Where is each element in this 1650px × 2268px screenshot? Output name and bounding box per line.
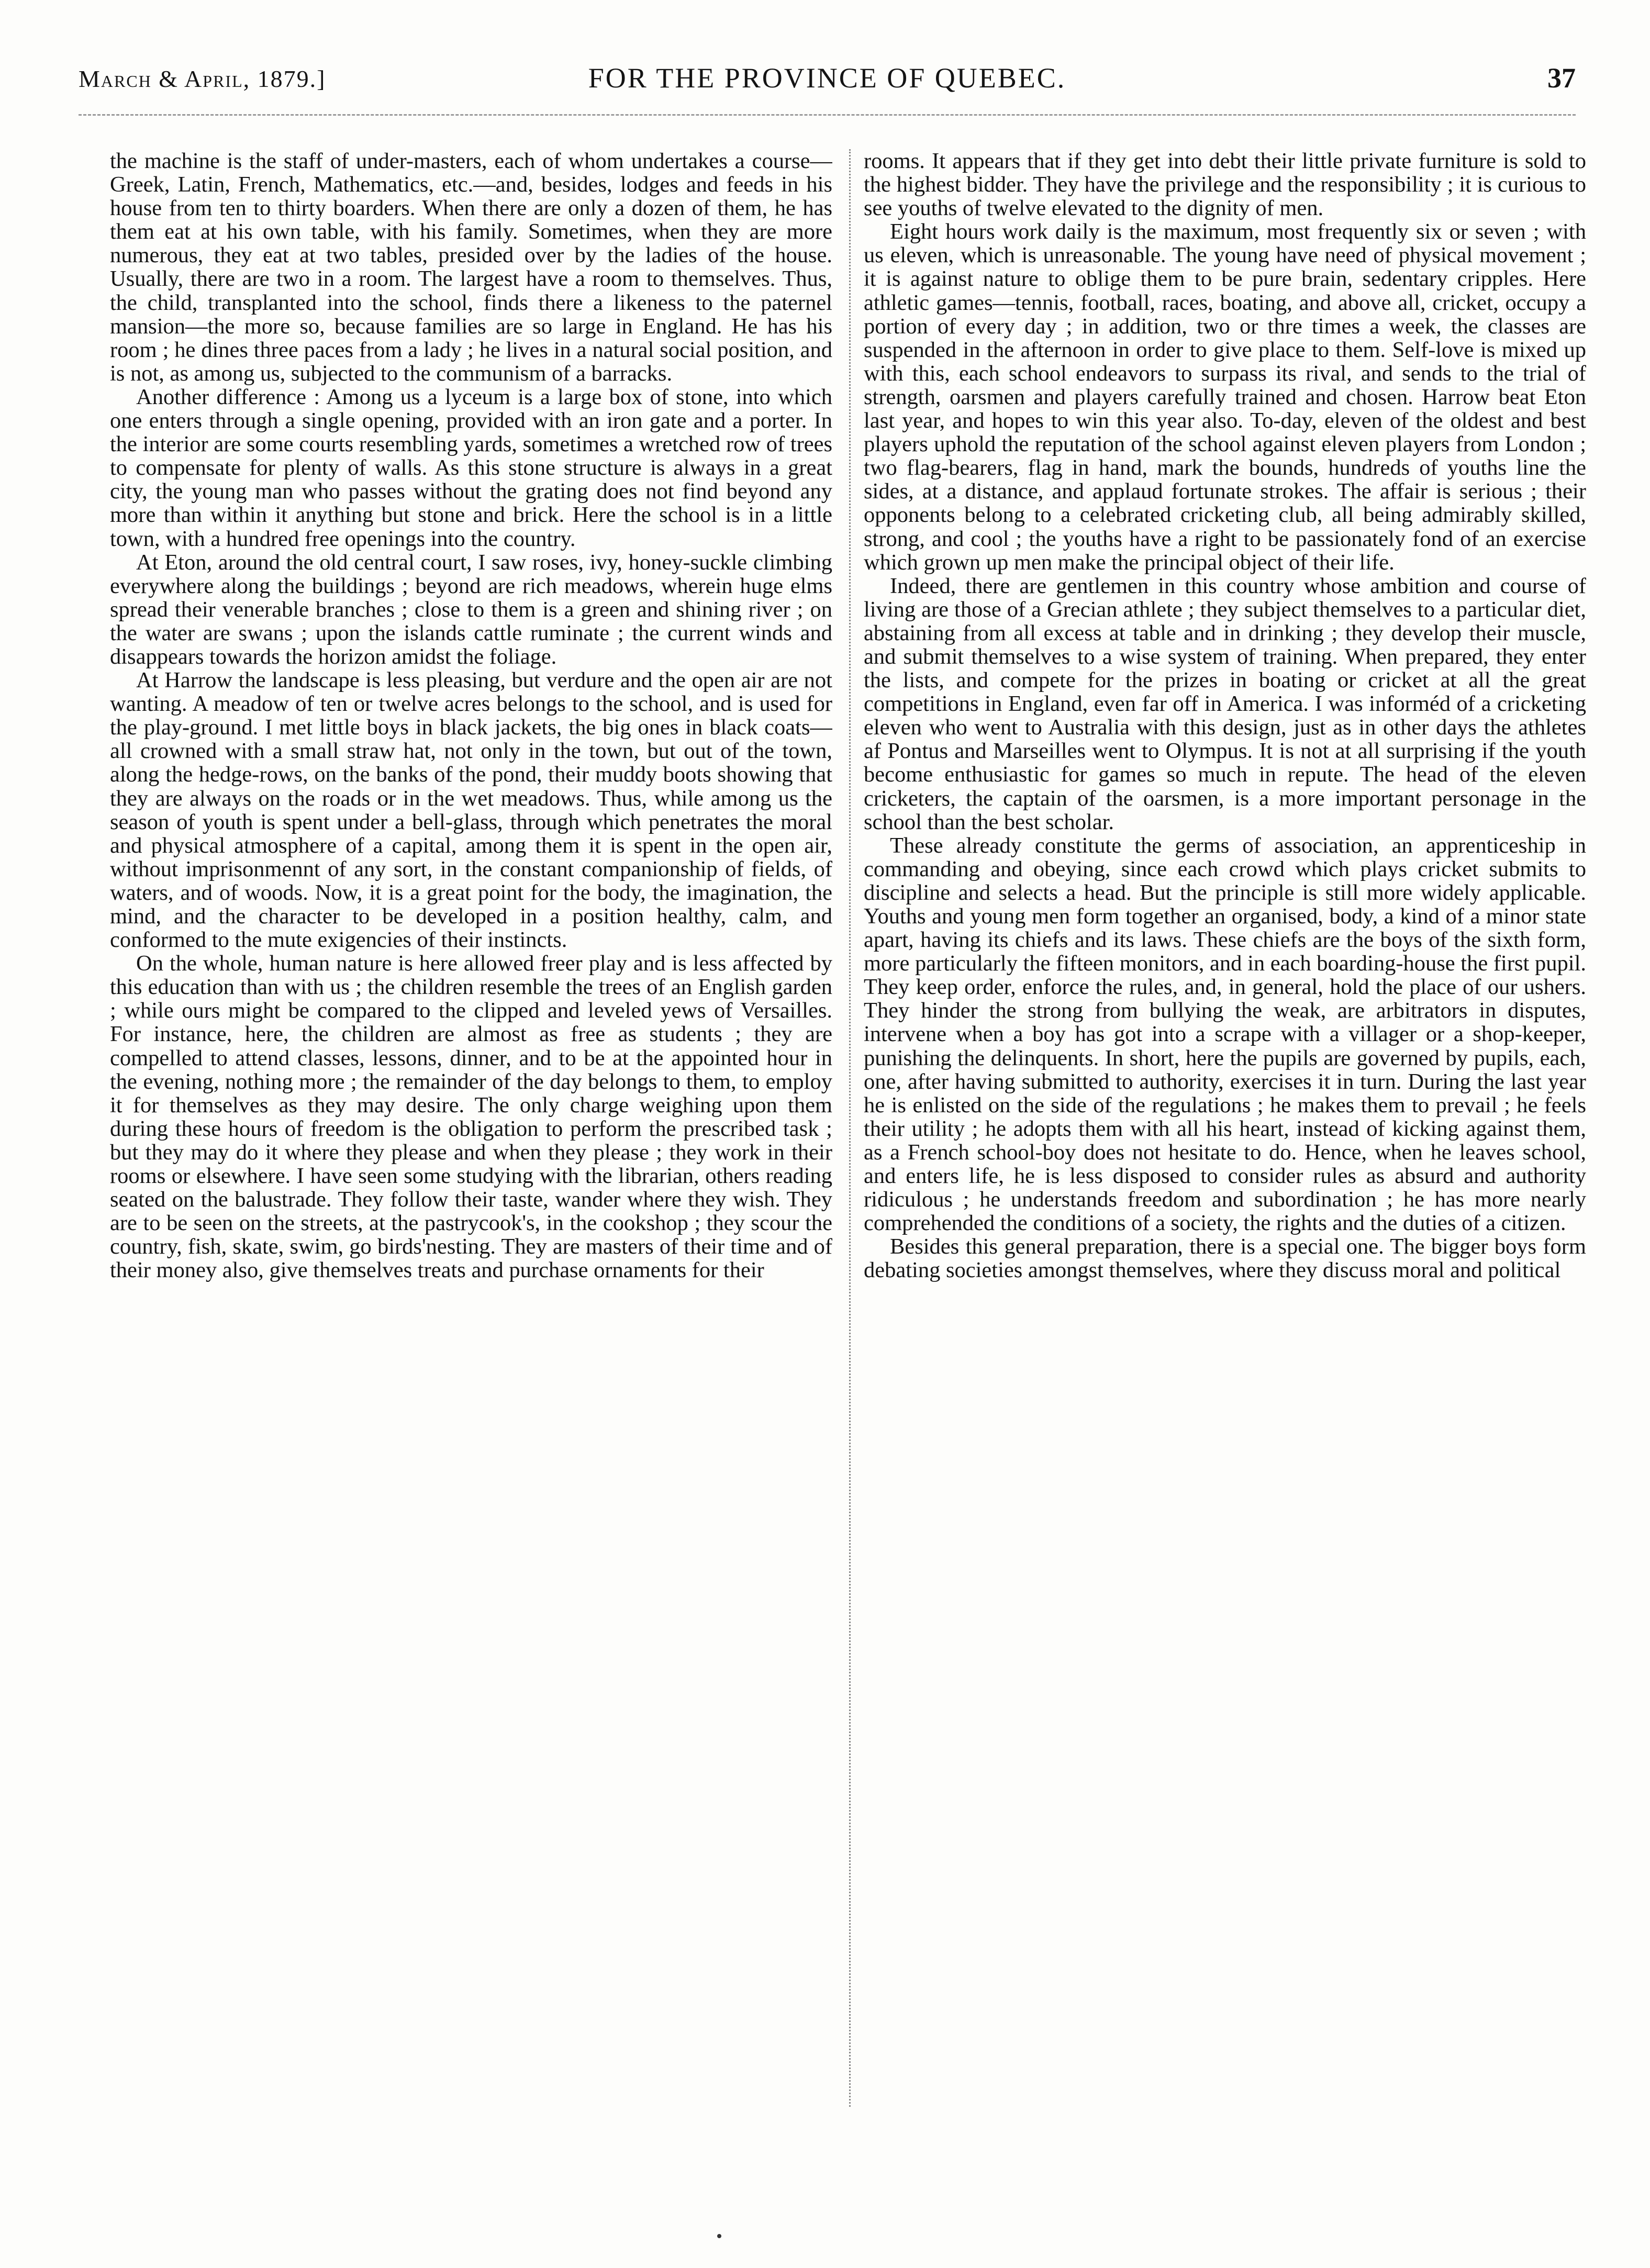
page-number: 37 — [1547, 62, 1576, 94]
paragraph: At Harrow the landscape is less pleasing, but verdure and the open air are not wanting. A meadow of ten or twelve acres belongs to the school, and is used for the play-ground. I met little boys in black jackets, the big ones in black coats—all crowned with a small straw hat, not only in the town, but out of the town, along the hedge-rows, on the banks of the pond, their muddy boots showing that they are always on the roads or in the wet meadows. Thus, while among us the season of youth is spent under a bell-glass, through which penetrates the moral and physical atmosphere of a capital, among them it is spent in the open air, without imprisonmennt of any sort, in the constant companionship of fields, of waters, and of woods. Now, it is a great point for the body, the imagination, the mind, and the character to be developed in a position healthy, calm, and conformed to the mute exigencies of their instincts. — [110, 668, 832, 953]
left-column — [110, 149, 832, 2107]
column-divider — [849, 149, 851, 2107]
right-column — [864, 149, 1586, 2107]
paragraph: the machine is the staff of under-masters, each of whom undertakes a course—Greek, Latin, French, Mathematics, etc.—and, besides, lodges and feeds in his house from ten to thirty boarders. When there are only a dozen of them, he has them eat at his own table, with his family. Sometimes, when they are more numerous, they eat at two tables, presided over by the ladies of the house. Usually, there are two in a room. The largest have a room to themselves. Thus, the child, transplanted into the school, finds there a likeness to the paternel mansion—the more so, because families are so large in England. He has his room ; he dines three paces from a lady ; he lives in a natural social position, and is not, as among us, subjected to the communism of a barracks. — [110, 149, 832, 386]
paragraph: Another difference : Among us a lyceum is a large box of stone, into which one enters through a single opening, provided with an iron gate and a porter. In the interior are some courts resembling yards, sometimes a wretched row of trees to compensate for plenty of walls. As this stone structure is always in a great city, the young man who passes without the grating does not find beyond any more than within it anything but stone and brick. Here the school is in a little town, with a hundred free openings into the country. — [110, 384, 832, 551]
paragraph: At Eton, around the old central court, I saw roses, ivy, honey-suckle climbing everywhere along the buildings ; beyond are rich meadows, wherein huge elms spread their venerable branches ; close to them is a green and shining river ; on the water are swans ; upon the islands cattle ruminate ; the current winds and disappears towards the horizon amidst the foliage. — [110, 550, 832, 669]
running-header — [79, 58, 1576, 110]
paragraph: On the whole, human nature is here allowed freer play and is less affected by this education than with us ; the children resemble the trees of an English garden ; while ours might be compared to the clipped and leveled yews of Versailles. For instance, here, the children are almost as free as students ; they are compelled to attend classes, lessons, dinner, and to be at the appointed hour in the evening, nothing more ; the remainder of the day belongs to them, to employ it for themselves as they may desire. The only charge weighing upon them during these hours of freedom is the obligation to perform the prescribed task ; but they may do it where they please and when they please ; they work in their rooms or elsewhere. I have seen some studying with the librarian, others reading seated on the balustrade. They follow their taste, wander where they wish. They are to be seen on the streets, at the pastrycook's, in the cookshop ; they scour the country, fish, skate, swim, go birds'nesting. They are masters of their time and of their money also, give themselves treats and purchase ornaments for their — [110, 951, 832, 1283]
paragraph: rooms. It appears that if they get into debt their little private furniture is sold to the highest bidder. They have the privilege and the responsibility ; it is curious to see youths of twelve elevated to the dignity of men. — [864, 149, 1586, 221]
header-rule — [79, 114, 1576, 116]
paragraph: Eight hours work daily is the maximum, most frequently six or seven ; with us eleven, which is unreasonable. The young have need of physical movement ; it is against nature to oblige them to be pure brain, sedentary cripples. Here athletic games—tennis, football, races, boating, and above all, cricket, occupy a portion of every day ; in addition, two or thre times a week, the classes are suspended in the afternoon in order to give place to them. Self-love is mixed up with this, each school endeavors to surpass its rival, and sends to the trial of strength, oarsmen and players carefully trained and chosen. Harrow beat Eton last year, and hopes to win this year also. To-day, eleven of the oldest and best players uphold the reputation of the school against eleven players from London ; two flag-bearers, flag in hand, mark the bounds, hundreds of youths line the sides, at a distance, and applaud fortunate strokes. The affair is serious ; their opponents belong to a celebrated cricketing club, all being admirably skilled, strong, and cool ; the youths have a right to be passionately fond of an exercise which grown up men make the principal object of their life. — [864, 219, 1586, 575]
issue-date: March & April, 1879.] — [79, 65, 326, 92]
paragraph: Besides this general preparation, there is a special one. The bigger boys form debating societies amongst themselves, where they discuss moral and political — [864, 1234, 1586, 1283]
paragraph: These already constitute the germs of association, an apprenticeship in commanding and obeying, since each crowd which plays cricket submits to discipline and selects a head. But the principle is still more widely applicable. Youths and young men form together an organised, body, a kind of a minor state apart, having its chiefs and its laws. These chiefs are the boys of the sixth form, more particularly the fifteen monitors, and in each boarding-house the first pupil. They keep order, enforce the rules, and, in general, hold the place of our ushers. They hinder the strong from bullying the weak, are arbitrators in disputes, intervene when a boy has got into a scrape with a villager or a shop-keeper, punishing the delinquents. In short, here the pupils are governed by pupils, each, one, after having submitted to authority, exercises it in turn. During the last year he is enlisted on the side of the regulations ; he makes them to prevail ; he feels their utility ; he adopts them with all his heart, instead of kicking against them, as a French school-boy does not hesitate to do. Hence, when he leaves school, and enters life, he is less disposed to consider rules as absurd and authority ridiculous ; he understands freedom and subordination ; he has more nearly comprehended the conditions of a society, the rights and the duties of a citizen. — [864, 833, 1586, 1236]
journal-title: FOR THE PROVINCE OF QUEBEC. — [588, 62, 1066, 94]
print-speck — [717, 2234, 721, 2238]
paragraph: Indeed, there are gentlemen in this country whose ambition and course of living are those of a Grecian athlete ; they subject themselves to a particular diet, abstaining from all excess at table and in drinking ; they develop their muscle, and submit themselves to a wise system of training. When prepared, they enter the lists, and compete for the prizes in boating or cricket at all the great competitions in England, even far off in America. I was informéd of a cricketing eleven who went to Australia with this design, just as in other days the athletes af Pontus and Marseilles went to Olympus. It is not at all surprising if the youth become enthusiastic for games so much in repute. The head of the eleven cricketers, the captain of the oarsmen, is a more important personage in the school than the best scholar. — [864, 573, 1586, 834]
